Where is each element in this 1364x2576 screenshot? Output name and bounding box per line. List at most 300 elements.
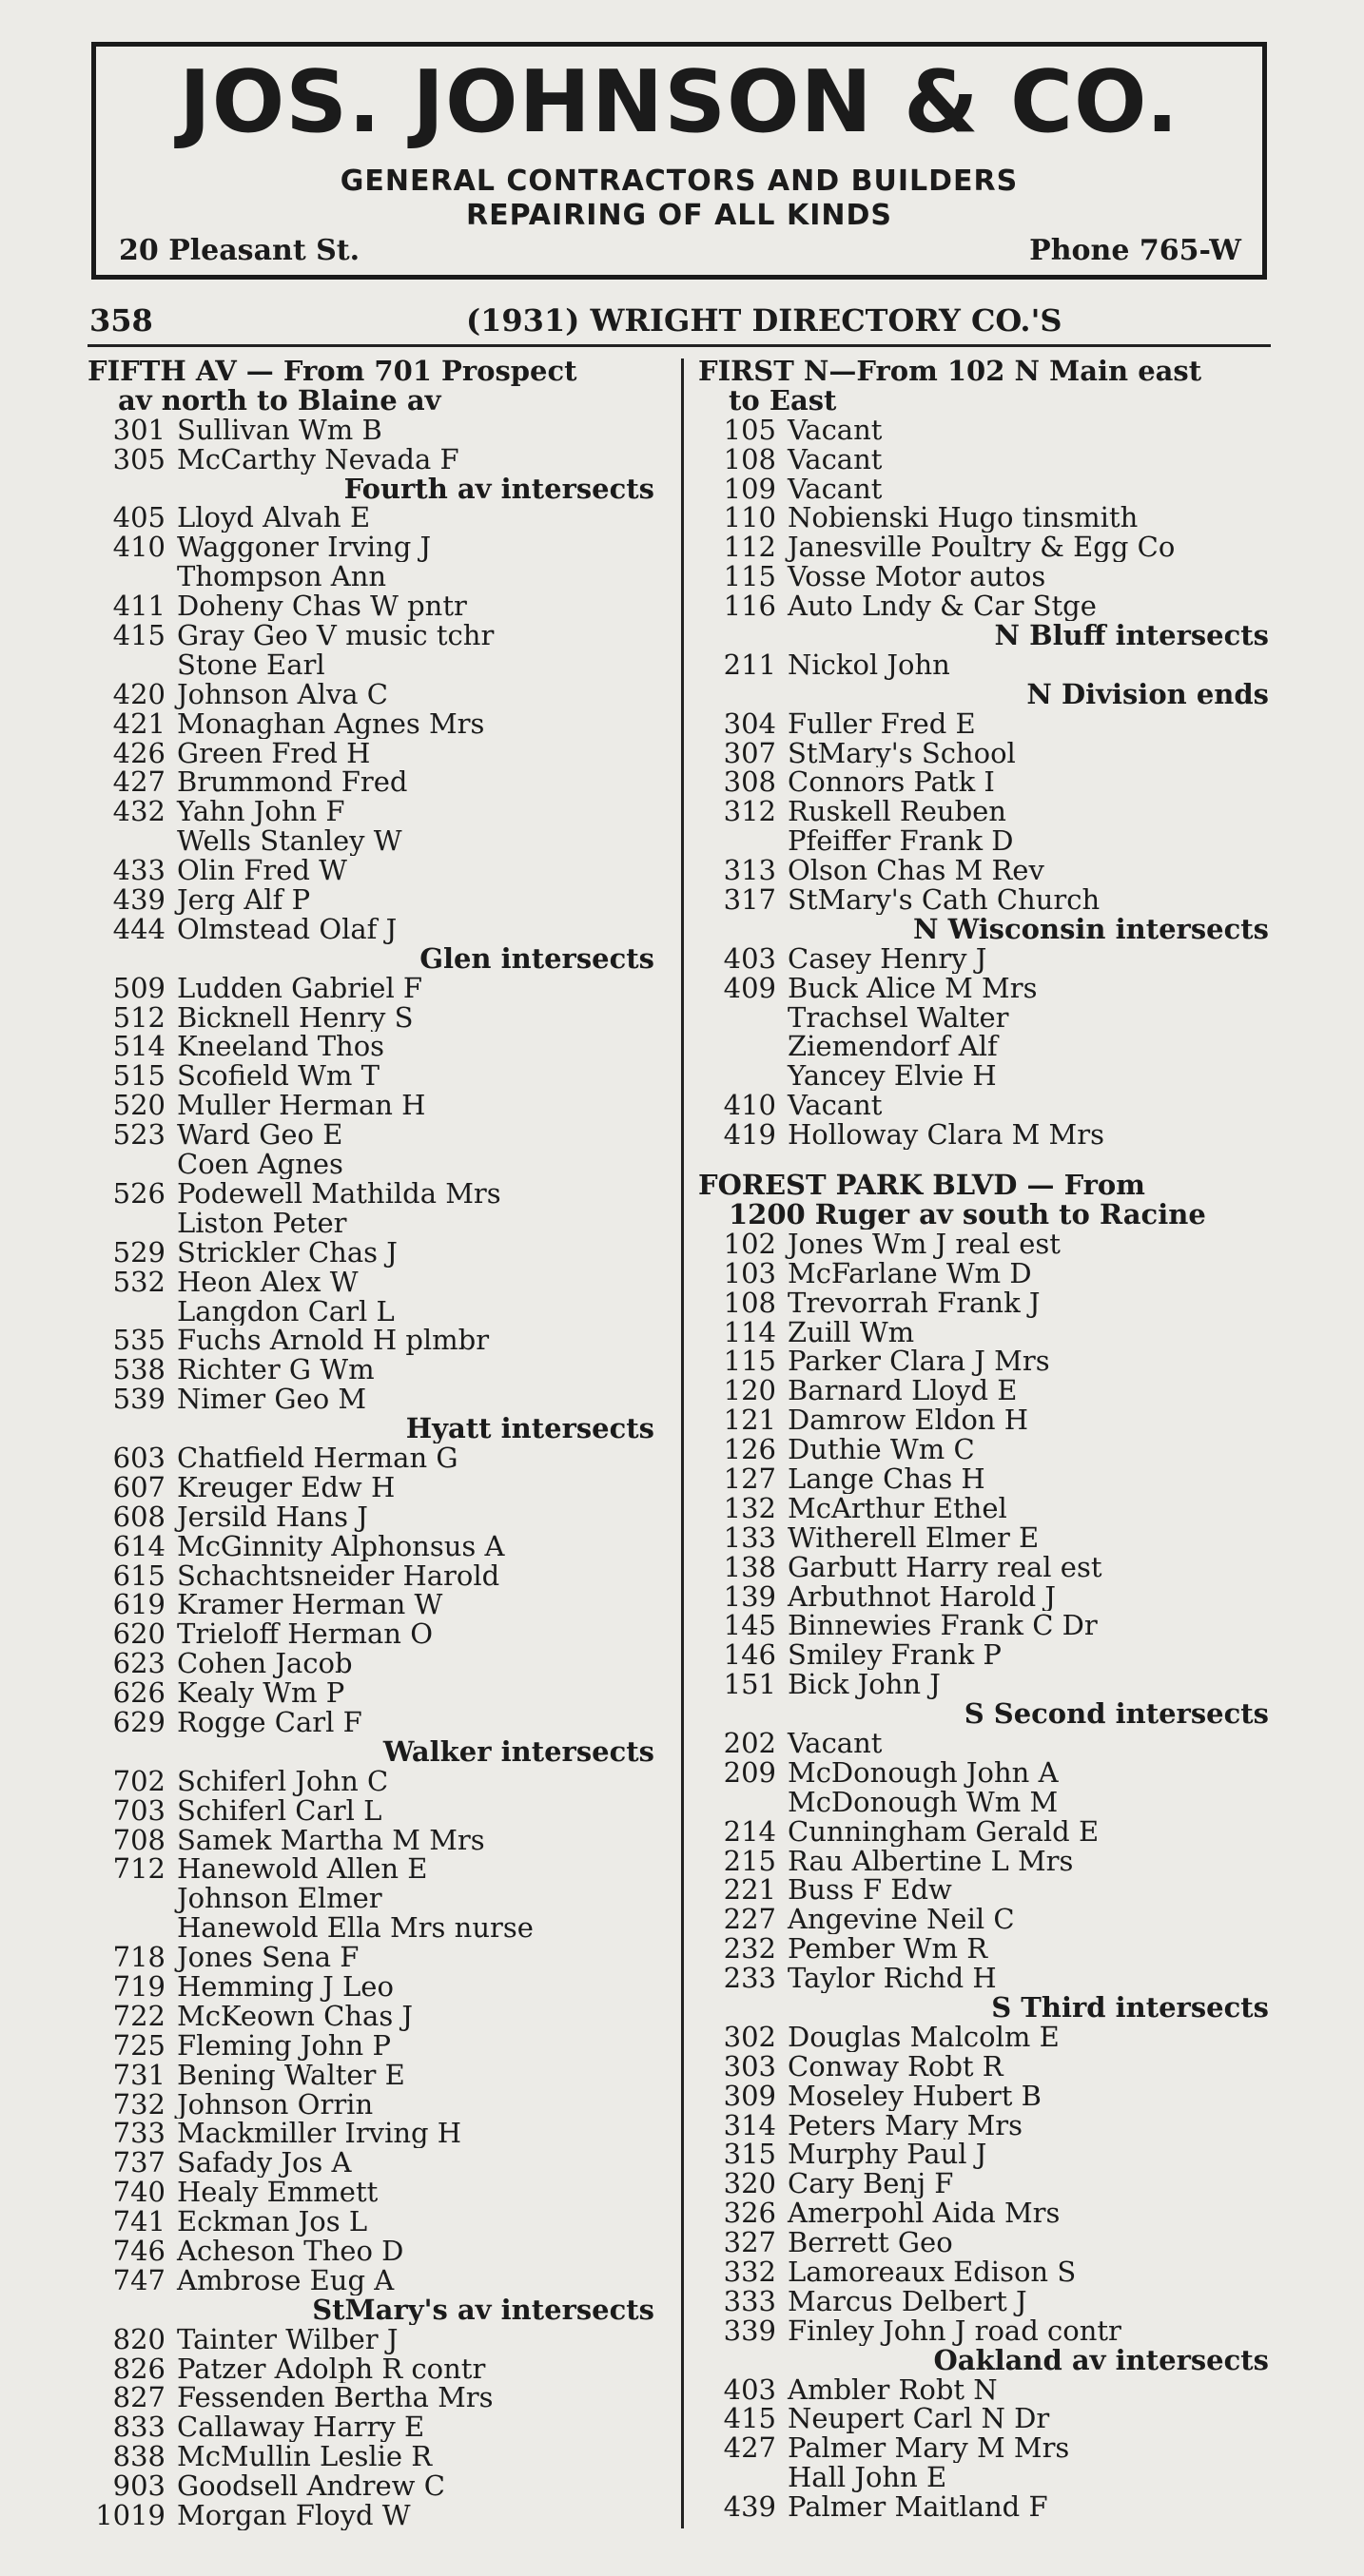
directory-entry [88, 2501, 654, 2530]
house-number: 109 [723, 474, 776, 504]
resident-name: Strickler Chas J [177, 1237, 398, 1268]
house-number: 731 [112, 2060, 166, 2090]
resident-name: McCarthy Nevada F [177, 444, 459, 475]
resident-name: Schachtsneider Harold [177, 1560, 500, 1591]
resident-name: Jones Sena F [177, 1943, 360, 1972]
resident-name: Kneeland Thos [177, 1032, 385, 1062]
directory-entry [698, 2375, 1269, 2405]
resident-name: Pember Wm R [788, 1934, 988, 1965]
ad-title: JOS. JOHNSON & CO. [179, 52, 1179, 152]
directory-entry [88, 1326, 654, 1355]
intersection-note: N Wisconsin intersects [913, 914, 1269, 944]
directory-entry [698, 650, 1269, 680]
resident-name: Morgan Floyd W [177, 2501, 411, 2530]
directory-entry [698, 944, 1269, 974]
directory-entry [698, 1934, 1269, 1964]
street-heading: FIRST N—From 102 N Main east [698, 357, 1202, 386]
directory-entry [698, 1611, 1269, 1640]
house-number: 115 [723, 1346, 776, 1377]
right-column [698, 357, 1269, 2522]
directory-entry [88, 2325, 654, 2354]
house-number: 620 [112, 1619, 166, 1650]
house-number: 439 [112, 885, 166, 915]
house-number: 444 [112, 914, 166, 944]
resident-name: Nimer Geo M [177, 1385, 367, 1415]
directory-entry [698, 2023, 1269, 2052]
directory-entry [88, 562, 654, 591]
house-number: 439 [723, 2492, 776, 2523]
directory-entry [698, 2433, 1269, 2463]
street-heading: FOREST PARK BLVD — From [698, 1171, 1145, 1200]
directory-entry [88, 797, 654, 826]
directory-entry [88, 445, 654, 475]
house-number: 737 [112, 2148, 166, 2179]
house-number: 301 [112, 415, 166, 445]
house-number: 538 [112, 1355, 166, 1385]
resident-name: Tainter Wilber J [177, 2324, 399, 2354]
directory-entry [88, 739, 654, 768]
house-number: 603 [112, 1443, 166, 1473]
directory-entry [88, 2354, 654, 2384]
resident-name: Yancey Elvie H [788, 1061, 997, 1092]
house-number: 421 [112, 708, 166, 739]
directory-entry [88, 1561, 654, 1591]
directory-entry [88, 1179, 654, 1209]
resident-name: Lloyd Alvah E [177, 503, 371, 533]
resident-name: Douglas Malcolm E [788, 2022, 1060, 2052]
directory-entry [88, 1502, 654, 1532]
house-number: 405 [112, 503, 166, 533]
directory-entry [698, 797, 1269, 826]
resident-name: Finley John J road contr [788, 2315, 1121, 2346]
house-number: 718 [112, 1943, 166, 1972]
house-number: 332 [723, 2257, 776, 2287]
house-number: 403 [723, 943, 776, 974]
house-number: 121 [723, 1405, 776, 1436]
resident-name: Olin Fred W [177, 856, 347, 886]
resident-name: Janesville Poultry & Egg Co [788, 533, 1176, 563]
directory-entry [88, 1443, 654, 1473]
house-number: 608 [112, 1501, 166, 1532]
intersection-note: Walker intersects [382, 1736, 654, 1767]
house-number: 526 [112, 1178, 166, 1209]
directory-entry [698, 1091, 1269, 1120]
house-number: 305 [112, 444, 166, 475]
resident-name: Pfeiffer Frank D [788, 826, 1014, 857]
house-number: 133 [723, 1522, 776, 1553]
directory-entry [88, 2061, 654, 2090]
column-divider [681, 358, 684, 2528]
resident-name: Hall John E [788, 2463, 947, 2493]
house-number: 732 [112, 2089, 166, 2120]
house-number: 126 [723, 1435, 776, 1464]
house-number: 623 [112, 1649, 166, 1679]
street-heading-continued: to East [729, 385, 837, 416]
house-number: 433 [112, 856, 166, 886]
house-number: 722 [112, 2001, 166, 2031]
resident-name: Vacant [788, 1091, 883, 1121]
house-number: 740 [112, 2178, 166, 2208]
resident-name: Nobienski Hugo tinsmith [788, 503, 1139, 533]
directory-entry [698, 562, 1269, 591]
resident-name: Thompson Ann [177, 562, 387, 592]
resident-name: Buss F Edw [788, 1875, 952, 1906]
house-number: 302 [723, 2022, 776, 2052]
house-number: 108 [723, 444, 776, 475]
directory-entry [88, 1091, 654, 1120]
house-number: 327 [723, 2228, 776, 2257]
resident-name: Bicknell Henry S [177, 1002, 414, 1033]
resident-name: Schiferl John C [177, 1766, 389, 1796]
resident-name: Ziemendorf Alf [788, 1032, 998, 1062]
resident-name: Waggoner Irving J [177, 533, 432, 563]
house-number: 308 [723, 767, 776, 798]
directory-entry [698, 1905, 1269, 1934]
resident-name: StMary's Cath Church [788, 885, 1101, 915]
house-number: 703 [112, 1795, 166, 1826]
resident-name: Jerg Alf P [177, 885, 311, 915]
resident-name: Samek Martha M Mrs [177, 1825, 485, 1855]
house-number: 151 [723, 1670, 776, 1700]
house-number: 415 [112, 621, 166, 650]
directory-entry [698, 885, 1269, 915]
resident-name: Jones Wm J real est [788, 1229, 1061, 1259]
directory-entry [88, 2237, 654, 2266]
resident-name: McKeown Chas J [177, 2001, 414, 2031]
house-number: 227 [723, 1905, 776, 1935]
directory-entry [698, 591, 1269, 621]
resident-name: Wells Stanley W [177, 826, 402, 857]
house-number: 326 [723, 2198, 776, 2229]
house-number: 307 [723, 738, 776, 768]
resident-name: Brummond Fred [177, 767, 408, 798]
intersection-note: S Third intersects [991, 1992, 1269, 2023]
house-number: 145 [723, 1611, 776, 1641]
house-number: 826 [112, 2353, 166, 2384]
resident-name: Cunningham Gerald E [788, 1816, 1100, 1847]
directory-entry [88, 503, 654, 533]
directory-entry [88, 2207, 654, 2237]
house-number: 202 [723, 1728, 776, 1758]
directory-entry [698, 1553, 1269, 1582]
resident-name: Kealy Wm P [177, 1678, 345, 1708]
resident-name: Fuller Fred E [788, 708, 976, 739]
house-number: 702 [112, 1766, 166, 1796]
page-number: 358 [89, 302, 153, 339]
directory-entry [88, 1943, 654, 1972]
resident-name: Johnson Elmer [177, 1884, 382, 1914]
resident-name: Eckman Jos L [177, 2207, 368, 2237]
directory-entry [88, 974, 654, 1003]
resident-name: Jersild Hans J [177, 1501, 368, 1532]
house-number: 410 [112, 533, 166, 563]
house-number: 515 [112, 1061, 166, 1092]
resident-name: Parker Clara J Mrs [788, 1346, 1050, 1377]
resident-name: Patzer Adolph R contr [177, 2353, 486, 2384]
left-column [88, 357, 654, 2530]
house-number: 138 [723, 1552, 776, 1582]
resident-name: Buck Alice M Mrs [788, 973, 1038, 1003]
house-number: 320 [723, 2169, 776, 2199]
house-number: 432 [112, 797, 166, 827]
directory-entry [88, 2148, 654, 2178]
directory-entry [88, 533, 654, 562]
resident-name: Kramer Herman W [177, 1590, 443, 1620]
directory-entry [698, 2228, 1269, 2257]
house-number: 110 [723, 503, 776, 533]
directory-entry [88, 1884, 654, 1913]
resident-name: Podewell Mathilda Mrs [177, 1178, 501, 1209]
resident-name: Rau Albertine L Mrs [788, 1846, 1074, 1876]
house-number: 539 [112, 1385, 166, 1415]
directory-entry [88, 1003, 654, 1033]
directory-entry [698, 1003, 1269, 1033]
directory-entry [698, 1817, 1269, 1847]
resident-name: Rogge Carl F [177, 1707, 362, 1737]
resident-name: McDonough Wm M [788, 1787, 1059, 1817]
directory-entry [88, 856, 654, 885]
directory-entry [88, 650, 654, 680]
resident-name: Trevorrah Frank J [788, 1288, 1041, 1318]
resident-name: Doheny Chas W pntr [177, 591, 467, 622]
house-number: 420 [112, 679, 166, 709]
house-number: 827 [112, 2383, 166, 2413]
directory-entry [698, 475, 1269, 504]
intersection-note: N Bluff intersects [994, 621, 1269, 650]
resident-name: Scofield Wm T [177, 1061, 380, 1092]
resident-name: Liston Peter [177, 1208, 347, 1238]
directory-entry [698, 1494, 1269, 1523]
resident-name: Fuchs Arnold H plmbr [177, 1326, 490, 1356]
resident-name: Cary Benj F [788, 2169, 954, 2199]
resident-name: Hemming J Leo [177, 1971, 394, 2002]
resident-name: Olson Chas M Rev [788, 856, 1044, 886]
house-number: 520 [112, 1091, 166, 1121]
resident-name: Witherell Elmer E [788, 1522, 1040, 1553]
directory-entry [698, 2492, 1269, 2522]
directory-entry [698, 1435, 1269, 1464]
directory-entry [698, 856, 1269, 885]
house-number: 232 [723, 1934, 776, 1965]
resident-name: Berrett Geo [788, 2228, 953, 2257]
resident-name: Bening Walter E [177, 2060, 405, 2090]
resident-name: Green Fred H [177, 738, 371, 768]
resident-name: Taylor Richd H [788, 1964, 997, 1993]
directory-entry [88, 709, 654, 739]
intersection-note: S Second intersects [964, 1699, 1269, 1729]
directory-entry [698, 1670, 1269, 1699]
directory-entry [698, 1875, 1269, 1905]
advertisement-box [91, 42, 1267, 280]
resident-name: Casey Henry J [788, 943, 987, 974]
house-number: 619 [112, 1590, 166, 1620]
directory-entry [698, 2316, 1269, 2346]
directory-entry [88, 591, 654, 621]
resident-name: Mackmiller Irving H [177, 2119, 462, 2149]
directory-entry [88, 2119, 654, 2148]
resident-name: Ambler Robt N [788, 2374, 998, 2405]
house-number: 747 [112, 2265, 166, 2295]
ad-address: 20 Pleasant St. [119, 234, 360, 267]
directory-entry [88, 2383, 654, 2412]
resident-name: Smiley Frank P [788, 1640, 1002, 1671]
directory-entry [88, 1120, 654, 1150]
house-number: 317 [723, 885, 776, 915]
resident-name: Chatfield Herman G [177, 1443, 458, 1473]
resident-name: Johnson Alva C [177, 679, 388, 709]
header-rule [88, 344, 1271, 347]
directory-entry [88, 1268, 654, 1297]
directory-entry [88, 1590, 654, 1619]
house-number: 312 [723, 797, 776, 827]
directory-entry [88, 1796, 654, 1826]
directory-entry [698, 2082, 1269, 2111]
intersection-note: Fourth av intersects [343, 474, 654, 504]
resident-name: Garbutt Harry real est [788, 1552, 1102, 1582]
directory-entry [88, 1032, 654, 1061]
house-number: 102 [723, 1229, 776, 1259]
resident-name: Hanewold Allen E [177, 1854, 428, 1885]
directory-entry [88, 2412, 654, 2442]
directory-entry [88, 2031, 654, 2061]
resident-name: Holloway Clara M Mrs [788, 1120, 1104, 1151]
street-heading: FIFTH AV — From 701 Prospect [88, 357, 577, 386]
directory-entry [698, 767, 1269, 797]
resident-name: Murphy Paul J [788, 2140, 987, 2170]
house-number: 1019 [95, 2501, 166, 2530]
directory-entry [88, 826, 654, 856]
resident-name: Auto Lndy & Car Stge [788, 591, 1097, 622]
directory-entry [698, 2052, 1269, 2082]
directory-entry [698, 1259, 1269, 1288]
resident-name: Moseley Hubert B [788, 2081, 1042, 2111]
house-number: 116 [723, 591, 776, 622]
page-header [88, 302, 1271, 346]
directory-entry [698, 826, 1269, 856]
directory-entry [88, 2266, 654, 2295]
resident-name: McMullin Leslie R [177, 2442, 433, 2472]
resident-name: Muller Herman H [177, 1091, 426, 1121]
directory-entry [698, 1464, 1269, 1494]
directory-entry [88, 1355, 654, 1385]
directory-entry [88, 1972, 654, 2002]
resident-name: Arbuthnot Harold J [788, 1581, 1056, 1612]
house-number: 108 [723, 1288, 776, 1318]
directory-entry [698, 2257, 1269, 2287]
resident-name: Sullivan Wm B [177, 415, 382, 445]
directory-entry [88, 416, 654, 445]
resident-name: Vacant [788, 474, 883, 504]
house-number: 114 [723, 1317, 776, 1347]
intersection-note: N Division ends [1026, 679, 1269, 709]
directory-entry [88, 885, 654, 915]
resident-name: Richter G Wm [177, 1355, 375, 1385]
house-number: 529 [112, 1237, 166, 1268]
house-number: 139 [723, 1581, 776, 1612]
resident-name: Binnewies Frank C Dr [788, 1611, 1098, 1641]
house-number: 309 [723, 2081, 776, 2111]
house-number: 303 [723, 2051, 776, 2082]
resident-name: Duthie Wm C [788, 1435, 975, 1464]
house-number: 629 [112, 1707, 166, 1737]
house-number: 903 [112, 2471, 166, 2502]
house-number: 115 [723, 562, 776, 592]
resident-name: Lange Chas H [788, 1463, 985, 1494]
house-number: 214 [723, 1816, 776, 1847]
directory-entry [88, 1649, 654, 1678]
intersection-note: Oakland av intersects [933, 2345, 1269, 2375]
directory-entry [88, 2178, 654, 2207]
resident-name: Yahn John F [177, 797, 345, 827]
resident-name: Amerpohl Aida Mrs [788, 2198, 1061, 2229]
directory-entry [698, 2463, 1269, 2492]
house-number: 719 [112, 1971, 166, 2002]
street-heading-continued: av north to Blaine av [118, 385, 441, 416]
directory-entry [698, 1964, 1269, 1993]
house-number: 427 [112, 767, 166, 798]
resident-name: Trachsel Walter [788, 1002, 1009, 1033]
ad-subtitle-line1: GENERAL CONTRACTORS AND BUILDERS [340, 165, 1019, 198]
house-number: 614 [112, 1531, 166, 1561]
house-number: 427 [723, 2433, 776, 2464]
intersection-note: Glen intersects [419, 943, 654, 974]
directory-entry [698, 1758, 1269, 1788]
resident-name: Palmer Mary M Mrs [788, 2433, 1070, 2464]
resident-name: Johnson Orrin [177, 2089, 374, 2120]
directory-entry [698, 1405, 1269, 1435]
house-number: 221 [723, 1875, 776, 1906]
resident-name: Monaghan Agnes Mrs [177, 708, 485, 739]
resident-name: Barnard Lloyd E [788, 1376, 1018, 1406]
directory-entry [88, 621, 654, 650]
directory-entry [698, 2198, 1269, 2228]
house-number: 419 [723, 1120, 776, 1151]
directory-entry [88, 1678, 654, 1708]
house-number: 746 [112, 2237, 166, 2266]
house-number: 725 [112, 2030, 166, 2061]
resident-name: Langdon Carl L [177, 1296, 395, 1327]
directory-entry [698, 739, 1269, 768]
directory-entry [698, 1061, 1269, 1091]
house-number: 103 [723, 1258, 776, 1288]
directory-entry [698, 2169, 1269, 2198]
directory-entry [698, 2140, 1269, 2169]
resident-name: Ambrose Eug A [177, 2265, 395, 2295]
house-number: 741 [112, 2207, 166, 2237]
directory-entry [88, 1826, 654, 1855]
resident-name: Nickol John [788, 649, 950, 680]
house-number: 523 [112, 1120, 166, 1151]
house-number: 211 [723, 649, 776, 680]
resident-name: Lamoreaux Edison S [788, 2257, 1077, 2287]
house-number: 410 [723, 1091, 776, 1121]
directory-entry [698, 2111, 1269, 2140]
resident-name: Safady Jos A [177, 2148, 352, 2179]
resident-name: Vacant [788, 1728, 883, 1758]
directory-entry [698, 1640, 1269, 1670]
house-number: 304 [723, 708, 776, 739]
house-number: 127 [723, 1463, 776, 1494]
directory-entry [698, 416, 1269, 445]
house-number: 512 [112, 1002, 166, 1033]
directory-entry [88, 2002, 654, 2031]
resident-name: Healy Emmett [177, 2178, 379, 2208]
directory-entry [698, 1346, 1269, 1376]
house-number: 209 [723, 1757, 776, 1788]
house-number: 820 [112, 2324, 166, 2354]
directory-entry [698, 533, 1269, 562]
house-number: 314 [723, 2110, 776, 2140]
